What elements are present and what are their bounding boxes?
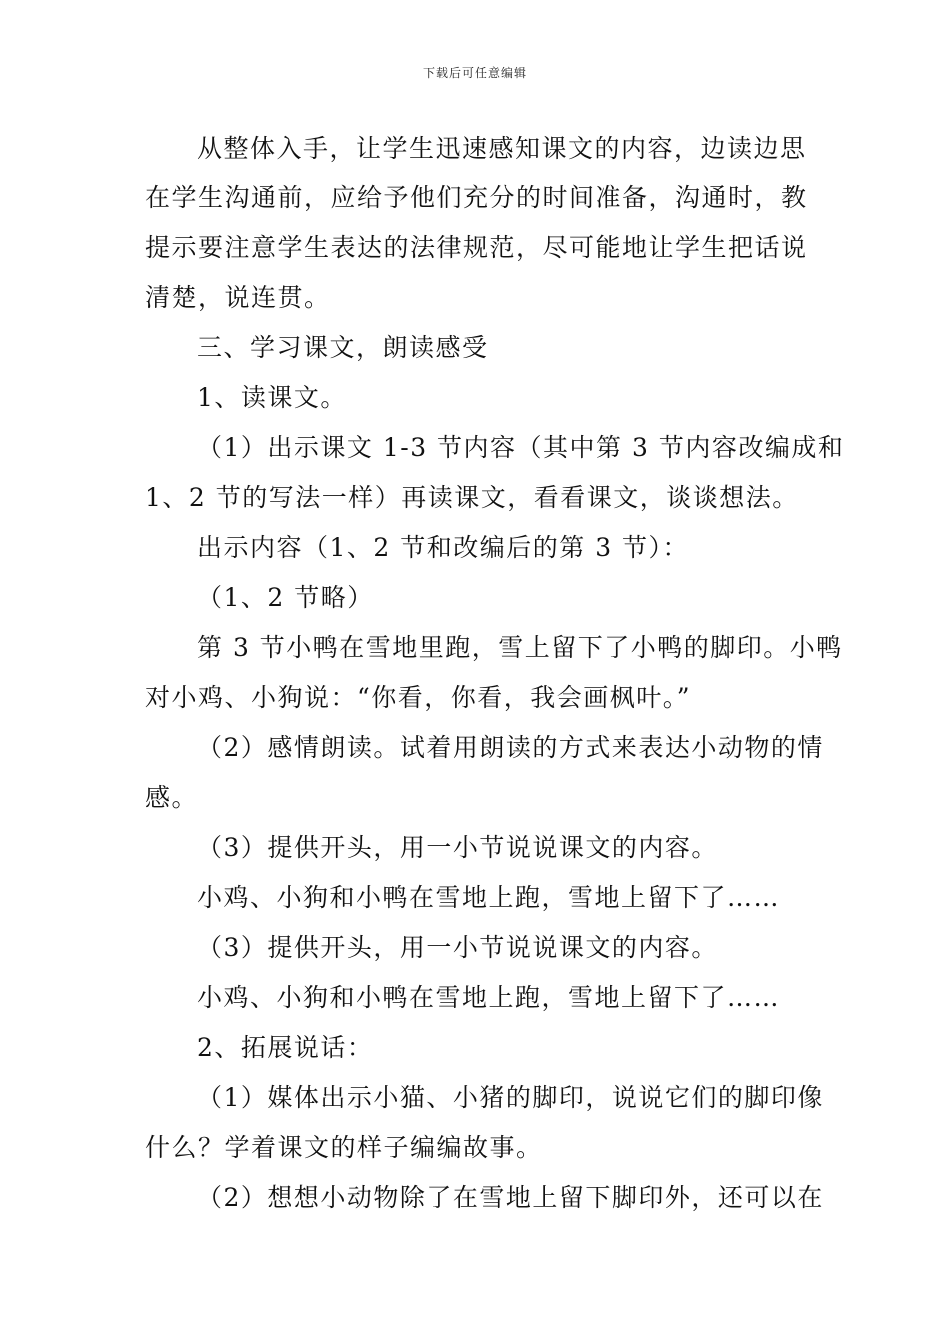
list-item: （1）媒体出示小猫、小猪的脚印，说说它们的脚印像 <box>197 1083 824 1112</box>
paragraph-line: 小鸡、小狗和小鸭在雪地上跑，雪地上留下了…… <box>197 983 781 1012</box>
paragraph-line: 出示内容（1、2 节和改编后的第 3 节）： <box>197 533 690 562</box>
paragraph-line: 1、2 节的写法一样）再读课文，看看课文，谈谈想法。 <box>145 483 799 512</box>
list-item: （2）想想小动物除了在雪地上留下脚印外，还可以在 <box>197 1183 824 1212</box>
paragraph-line: 在学生沟通前，应给予他们充分的时间准备，沟通时，教 <box>145 183 808 212</box>
list-item: （2）感情朗读。试着用朗读的方式来表达小动物的情 <box>197 733 824 762</box>
paragraph-line: （1、2 节略） <box>197 583 374 612</box>
paragraph-line: 提示要注意学生表达的法律规范，尽可能地让学生把话说 <box>145 233 808 262</box>
paragraph-line: 感。 <box>145 783 199 812</box>
paragraph-line: 第 3 节小鸭在雪地里跑，雪上留下了小鸭的脚印。小鸭 <box>197 633 843 662</box>
paragraph-line: 小鸡、小狗和小鸭在雪地上跑，雪地上留下了…… <box>197 883 781 912</box>
paragraph-line: 清楚，说连贯。 <box>145 283 331 312</box>
list-item: （3）提供开头，用一小节说说课文的内容。 <box>197 933 718 962</box>
list-item: （1）出示课文 1-3 节内容（其中第 3 节内容改编成和 <box>197 433 845 462</box>
list-heading: 1、读课文。 <box>197 383 347 412</box>
paragraph-line: 对小鸡、小狗说：“你看，你看，我会画枫叶。” <box>145 683 692 712</box>
list-heading: 2、拓展说话： <box>197 1033 374 1062</box>
page-header: 下载后可任意编辑 <box>422 66 527 80</box>
list-item: （3）提供开头，用一小节说说课文的内容。 <box>197 833 718 862</box>
section-heading: 三、学习课文，朗读感受 <box>197 333 489 362</box>
paragraph-line: 什么？学着课文的样子编编故事。 <box>145 1133 543 1162</box>
paragraph-line: 从整体入手，让学生迅速感知课文的内容，边读边思 <box>197 134 807 163</box>
